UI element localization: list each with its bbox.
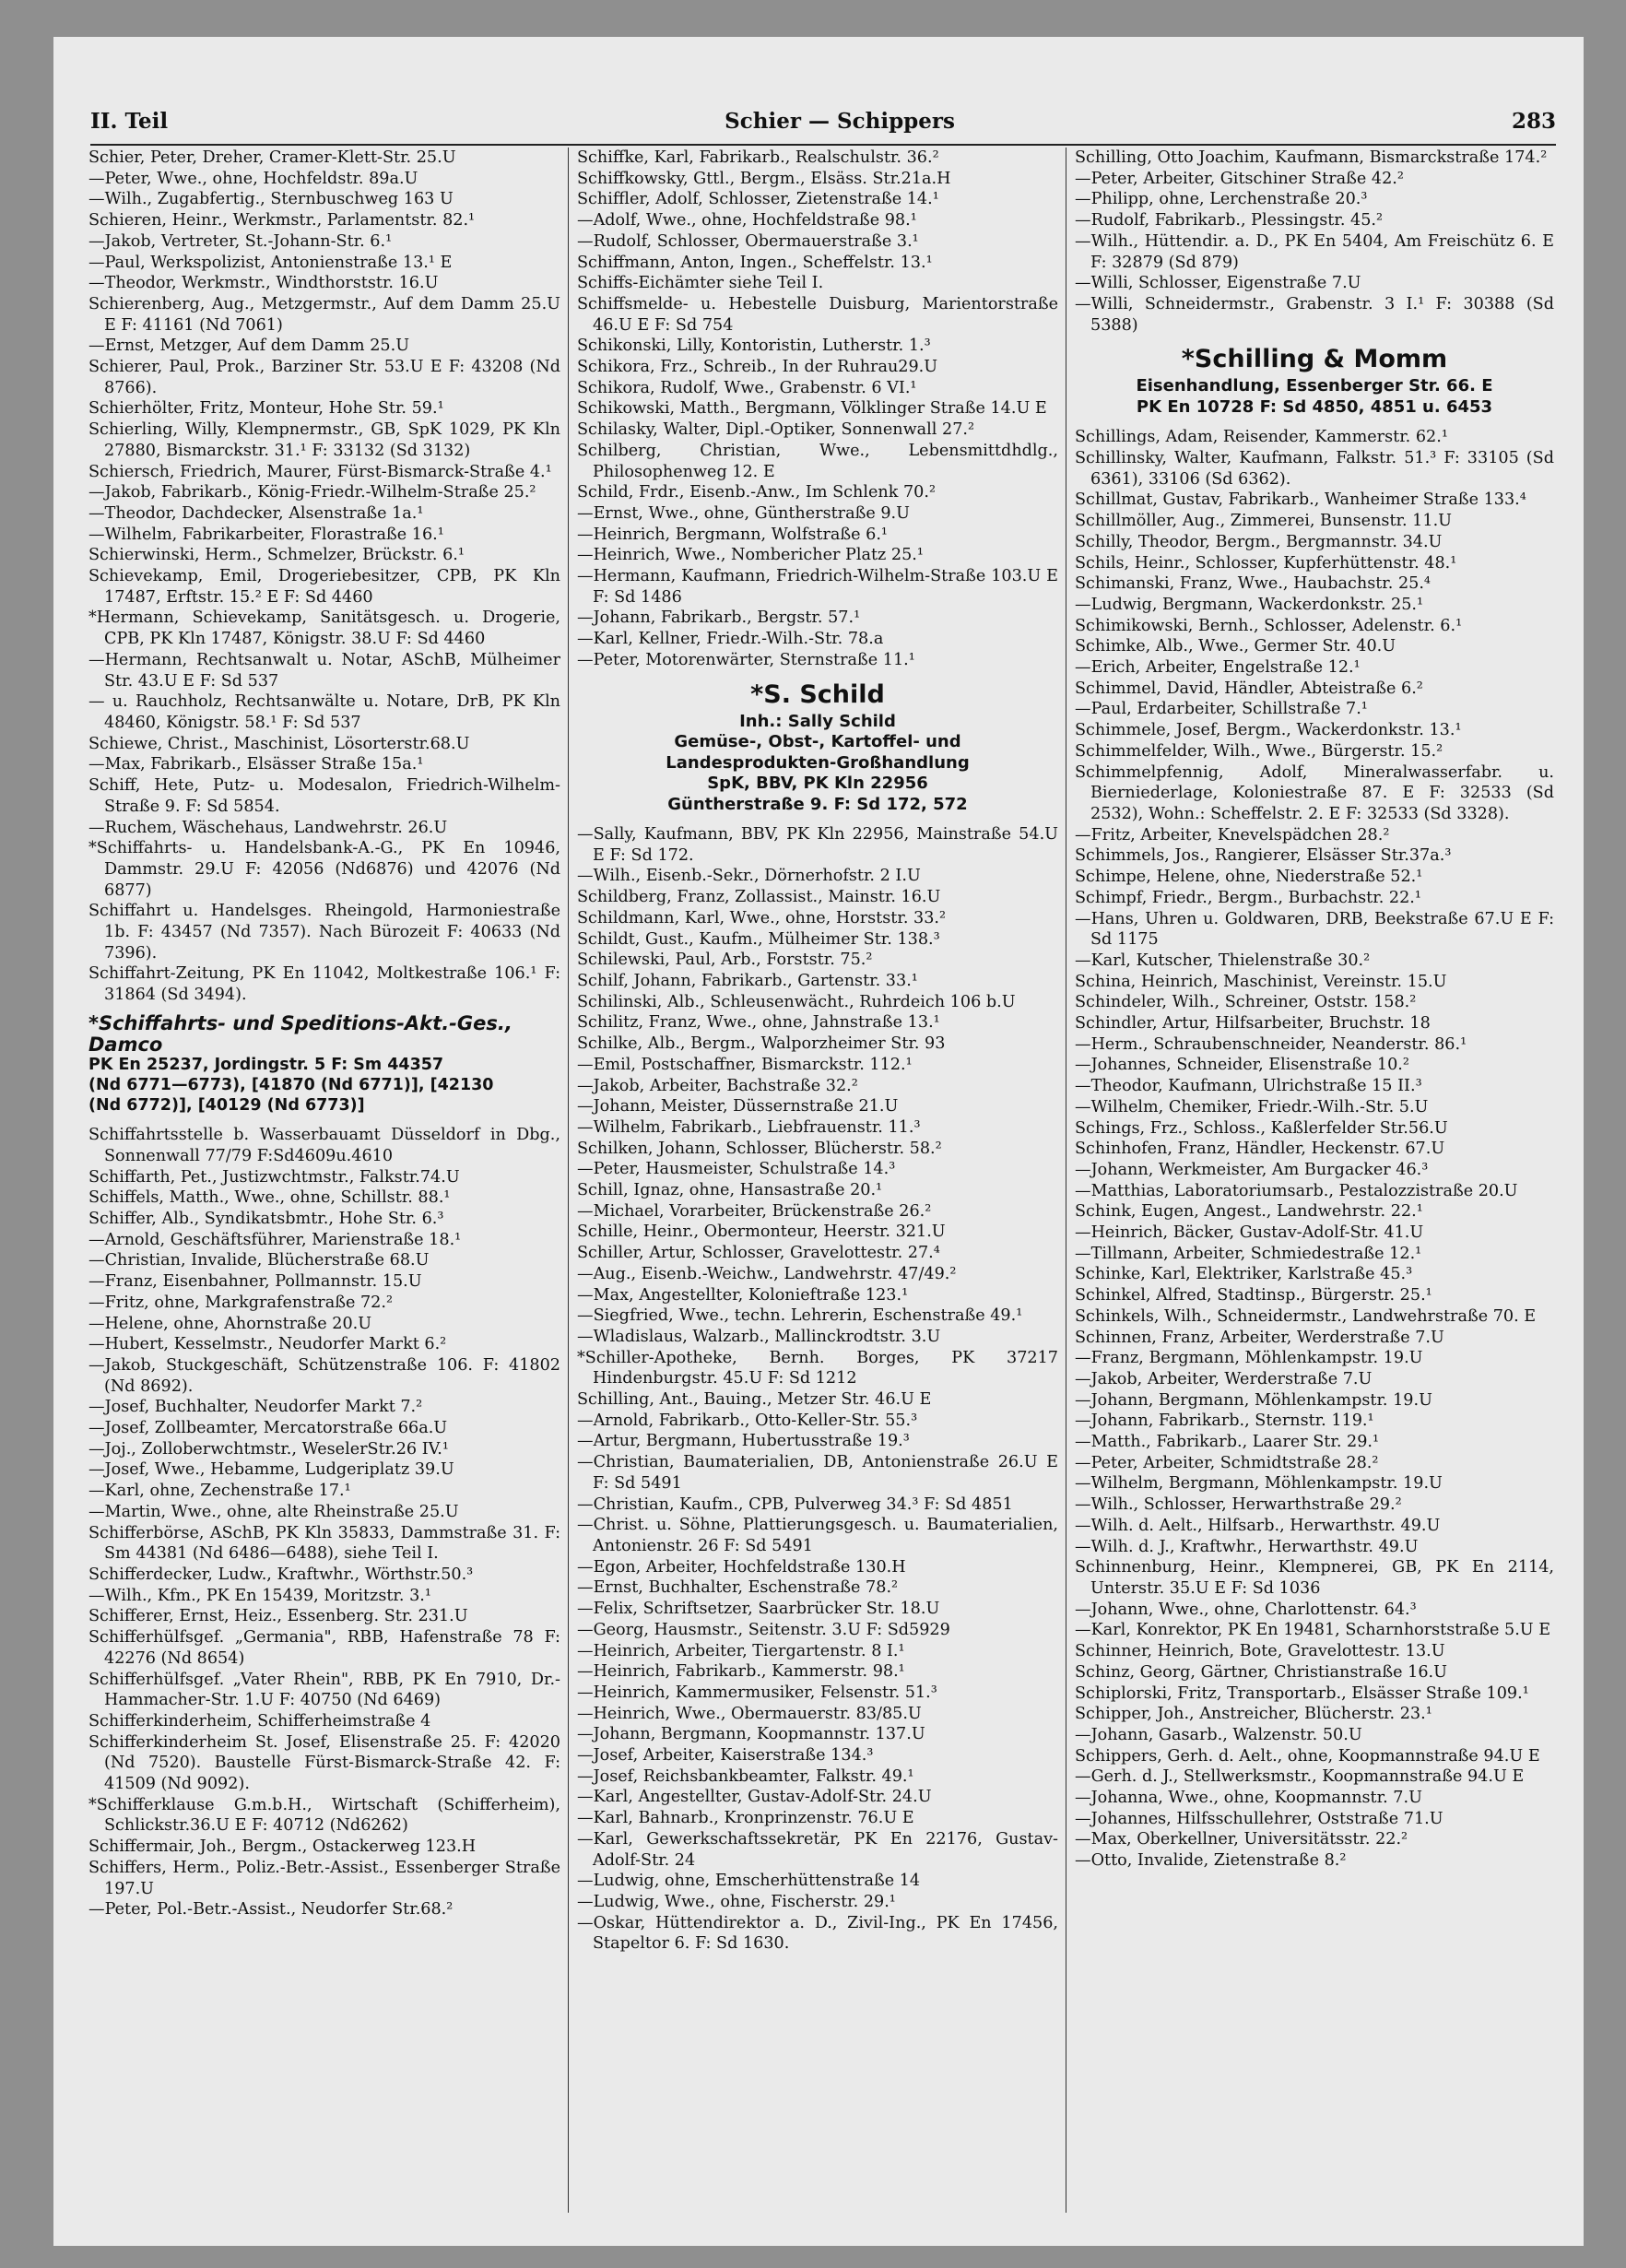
column-3	[1075, 148, 1554, 2231]
directory-entry: —Michael, Vorarbeiter, Brückenstraße 26.²	[577, 1201, 932, 1221]
directory-entry: Schifferer, Ernst, Heiz., Essenberg. Str. 231.U	[88, 1607, 468, 1626]
directory-entry: Schils, Heinr., Schlosser, Kupferhüttenstr. 48.¹	[1075, 553, 1457, 573]
directory-entry: —Helene, ohne, Ahornstraße 20.U	[88, 1314, 372, 1333]
header-rule	[90, 144, 1556, 146]
directory-entry: Schina, Heinrich, Maschinist, Vereinstr. 15.U	[1075, 972, 1447, 991]
directory-entry: —Heinrich, Wwe., Obermauerstr. 83/85.U	[577, 1704, 922, 1723]
directory-entry: —Heinrich, Fabrikarb., Kammerstr. 98.¹	[577, 1662, 905, 1682]
directory-entry: Schifferhülfsgef. „Germania", RBB, Hafenstraße 78 F: 42276 (Nd 8654)	[88, 1628, 560, 1668]
directory-entry: —Rudolf, Fabrikarb., Plessingstr. 45.²	[1075, 211, 1384, 230]
ad-damco	[88, 1013, 560, 1116]
directory-entry: —Philipp, ohne, Lerchenstraße 20.³	[1075, 190, 1368, 209]
directory-entry: Schilly, Theodor, Bergm., Bergmannstr. 34.U	[1075, 532, 1443, 551]
directory-entry: —Johann, Bergmann, Koopmannstr. 137.U	[577, 1725, 925, 1744]
directory-entry: —Matthias, Laboratoriumsarb., Pestalozzistraße 20.U	[1075, 1181, 1518, 1200]
directory-entry: Schier, Peter, Dreher, Cramer-Klett-Str. 25.U	[88, 148, 456, 167]
ad-title: *Schiffahrts- und Speditions-Akt.-Ges., Damco	[88, 1011, 513, 1056]
directory-entry: Schiffermair, Joh., Bergm., Ostackerweg 123.H	[88, 1837, 477, 1857]
directory-entry: Schilberg, Christian, Wwe., Lebensmittdhdlg., Philosophenweg 12. E	[577, 441, 1058, 481]
directory-entry: —Ludwig, Bergmann, Wackerdonkstr. 25.¹	[1075, 595, 1424, 614]
directory-entry: —Wilh., Schlosser, Herwarthstraße 29.²	[1075, 1495, 1402, 1515]
page-header	[90, 109, 1556, 134]
directory-entry: Schierwinski, Herm., Schmelzer, Brückstr. 6.¹	[88, 546, 465, 565]
directory-entry: —Jakob, Vertreter, St.-Johann-Str. 6.¹	[88, 231, 393, 251]
directory-entry: —Fritz, Arbeiter, Knevelspädchen 28.²	[1075, 825, 1390, 845]
directory-entry: Schiplorski, Fritz, Transportarb., Elsässer Straße 109.¹	[1075, 1683, 1529, 1703]
directory-entry: *Schiffahrts- u. Handelsbank-A.-G., PK En 10946, Dammstr. 29.U F: 42056 (Nd6876) und 42076 (Nd 6877)	[88, 839, 560, 900]
directory-entry: —Ludwig, Wwe., ohne, Fischerstr. 29.¹	[577, 1892, 896, 1911]
ad-line: Güntherstraße 9. F: Sd 172, 572	[667, 794, 968, 814]
directory-entry: Schiffkowsky, Gttl., Bergm., Elsäss. Str.21a.H	[577, 169, 951, 188]
directory-entry: *Hermann, Schievekamp, Sanitätsgesch. u. Drogerie, CPB, PK Kln 17487, Königstr. 38.U F: Sd 4460	[88, 608, 560, 649]
directory-entry: —Tillmann, Arbeiter, Schmiedestraße 12.¹	[1075, 1244, 1422, 1263]
directory-entry: —Paul, Werkspolizist, Antonienstraße 13.¹ E	[88, 253, 453, 272]
directory-entry: Schifferdecker, Ludw., Kraftwhr., Wörthstr.50.³	[88, 1565, 474, 1584]
directory-entry: —Otto, Invalide, Zietenstraße 8.²	[1075, 1851, 1347, 1871]
directory-entry: —Ruchem, Wäschehaus, Landwehrstr. 26.U	[88, 818, 448, 837]
directory-entry: —Matth., Fabrikarb., Laarer Str. 29.¹	[1075, 1433, 1380, 1452]
directory-entry: —Jakob, Arbeiter, Werderstraße 7.U	[1075, 1369, 1373, 1388]
directory-entry: —Arnold, Fabrikarb., Otto-Keller-Str. 55.³	[577, 1411, 918, 1430]
directory-entry: —Johann, Meister, Düssernstraße 21.U	[577, 1097, 899, 1116]
directory-entry: —Josef, Arbeiter, Kaiserstraße 134.³	[577, 1746, 874, 1766]
directory-entry: —Heinrich, Wwe., Nombericher Platz 25.¹	[577, 546, 924, 565]
directory-entry: —Theodor, Werkmstr., Windthorststr. 16.U	[88, 274, 439, 293]
directory-entry: *Schiller-Apotheke, Bernh. Borges, PK 37217 Hindenburgstr. 45.U F: Sd 1212	[577, 1348, 1058, 1388]
directory-entry: Schiller, Artur, Schlosser, Gravelottestr. 27.⁴	[577, 1244, 940, 1263]
directory-entry: Schifferhülfsgef. „Vater Rhein", RBB, PK En 7910, Dr.-Hammacher-Str. 1.U F: 40750 (Nd 6469)	[88, 1670, 560, 1710]
directory-entry: —Jakob, Stuckgeschäft, Schützenstraße 106. F: 41802 (Nd 8692).	[88, 1355, 560, 1396]
directory-entry: Schillmat, Gustav, Fabrikarb., Wanheimer Straße 133.⁴	[1075, 490, 1526, 510]
ad-line: Eisenhandlung, Essenberger Str. 66. E	[1136, 376, 1493, 396]
directory-entry: Schillmöller, Aug., Zimmerei, Bunsenstr. 11.U	[1075, 512, 1452, 531]
directory-entry: —Artur, Bergmann, Hubertusstraße 19.³	[577, 1432, 910, 1451]
directory-entry: Schifferkinderheim St. Josef, Elisenstraße 25. F: 42020 (Nd 7520). Baustelle Fürst-Bismarck-Straße 42. F: 41509 (Nd 9092).	[88, 1732, 560, 1794]
directory-entry: Schiffarth, Pet., Justizwchtmstr., Falkstr.74.U	[88, 1167, 460, 1187]
ad-line: Inh.: Sally Schild	[739, 711, 896, 731]
column-1	[88, 148, 560, 2231]
directory-entry: —Hermann, Kaufmann, Friedrich-Wilhelm-Straße 103.U E F: Sd 1486	[577, 567, 1058, 607]
directory-entry: Schinnen, Franz, Arbeiter, Werderstraße 7.U	[1075, 1328, 1444, 1347]
directory-entry: —Johann, Wwe., ohne, Charlottenstr. 64.³	[1075, 1600, 1417, 1619]
directory-entry: —Fritz, ohne, Markgrafenstraße 72.²	[88, 1293, 393, 1312]
directory-entry: —Paul, Erdarbeiter, Schillstraße 7.¹	[1075, 700, 1368, 719]
directory-entry: Schildberg, Franz, Zollassist., Mainstr. 16.U	[577, 888, 941, 907]
directory-entry: Schiffahrt-Zeitung, PK En 11042, Moltkestraße 106.¹ F: 31864 (Sd 3494).	[88, 964, 560, 1005]
directory-entry: *Schifferklause G.m.b.H., Wirtschaft (Schifferheim), Schlickstr.36.U E F: 40712 (Nd6262)	[88, 1795, 560, 1836]
ad-title: *Schilling & Momm	[1181, 345, 1448, 374]
directory-entry: —Johann, Gasarb., Walzenstr. 50.U	[1075, 1725, 1362, 1744]
ad-s-schild	[577, 679, 1058, 816]
ad-line: Landesprodukten-Großhandlung	[666, 752, 970, 773]
directory-entry: Schinner, Heinrich, Bote, Gravelottestr. 13.U	[1075, 1642, 1445, 1661]
directory-entry: Schimanski, Franz, Wwe., Haubachstr. 25.⁴	[1075, 574, 1431, 594]
directory-entry: —Emil, Postschaffner, Bismarckstr. 112.¹	[577, 1055, 913, 1074]
directory-entry: —Johann, Werkmeister, Am Burgacker 46.³	[1075, 1160, 1429, 1179]
directory-page	[53, 37, 1584, 2246]
directory-entry: —Wilhelm, Chemiker, Friedr.-Wilh.-Str. 5.U	[1075, 1097, 1429, 1116]
directory-entry: Schilling, Ant., Bauing., Metzer Str. 46.U E	[577, 1390, 932, 1410]
directory-entry: Schilf, Johann, Fabrikarb., Gartenstr. 33.¹	[577, 972, 918, 990]
directory-entry: —Ernst, Wwe., ohne, Güntherstraße 9.U	[577, 503, 910, 523]
directory-entry: —Franz, Eisenbahner, Pollmannstr. 15.U	[88, 1272, 422, 1292]
ad-line: (Nd 6771—6773), [41870 (Nd 6771)], [42130	[88, 1076, 494, 1095]
directory-entry: —Karl, Bahnarb., Kronprinzenstr. 76.U E	[577, 1809, 914, 1828]
column-2-entries-top	[577, 148, 1058, 671]
directory-entry: —Wilh., Kfm., PK En 15439, Moritzstr. 3.¹	[88, 1586, 431, 1605]
directory-entry: —Josef, Reichsbankbeamter, Falkstr. 49.¹	[577, 1766, 914, 1786]
directory-entry: Schikonski, Lilly, Kontoristin, Lutherstr. 1.³	[577, 337, 931, 356]
directory-entry: —Jakob, Fabrikarb., König-Friedr.-Wilhelm-Straße 25.²	[88, 483, 536, 502]
column-1-entries-top	[88, 148, 560, 1006]
directory-entry: Schiff, Hete, Putz- u. Modesalon, Friedrich-Wilhelm-Straße 9. F: Sd 5854.	[88, 776, 560, 816]
directory-entry: Schindler, Artur, Hilfsarbeiter, Bruchstr. 18	[1075, 1014, 1431, 1034]
directory-entry: Schimpe, Helene, ohne, Niederstraße 52.¹	[1075, 868, 1423, 887]
directory-entry: —Johannes, Hilfsschullehrer, Oststraße 71.U	[1075, 1809, 1443, 1828]
directory-entry: —Aug., Eisenb.-Weichw., Landwehrstr. 47/49.²	[577, 1264, 957, 1283]
directory-entry: —Wladislaus, Walzarb., Mallinckrodtstr. 3.U	[577, 1327, 941, 1346]
directory-entry: Schindeler, Wilh., Schreiner, Oststr. 158.²	[1075, 993, 1417, 1012]
directory-entry: Schiersch, Friedrich, Maurer, Fürst-Bismarck-Straße 4.¹	[88, 462, 552, 481]
directory-entry: —Max, Oberkellner, Universitätsstr. 22.²	[1075, 1830, 1408, 1849]
directory-entry: Schimpf, Friedr., Bergm., Burbachstr. 22.¹	[1075, 888, 1421, 907]
ad-line: SpK, BBV, PK Kln 22956	[707, 774, 928, 794]
directory-entry: Schierhölter, Fritz, Monteur, Hohe Str. 59.¹	[88, 399, 444, 419]
column-1-entries-bottom	[88, 1125, 560, 1920]
directory-entry: Schierer, Paul, Prok., Barziner Str. 53.U E F: 43208 (Nd 8766).	[88, 358, 560, 397]
directory-entry: —Peter, Wwe., ohne, Hochfeldstr. 89a.U	[88, 169, 418, 188]
directory-entry: Schillinsky, Walter, Kaufmann, Falkstr. 51.³ F: 33105 (Sd 6361), 33106 (Sd 6362).	[1075, 449, 1554, 489]
directory-entry: Schimke, Alb., Wwe., Germer Str. 40.U	[1075, 637, 1396, 656]
directory-entry: Schinkel, Alfred, Stadtinsp., Bürgerstr. 25.¹	[1075, 1286, 1432, 1305]
directory-entry: —Siegfried, Wwe., techn. Lehrerin, Eschenstraße 49.¹	[577, 1306, 1023, 1326]
directory-entry: —Oskar, Hüttendirektor a. D., Zivil-Ing., PK En 17456, Stapeltor 6. F: Sd 1630.	[577, 1913, 1058, 1954]
directory-entry: —Karl, Gewerkschaftssekretär, PK En 22176, Gustav-Adolf-Str. 24	[577, 1829, 1058, 1870]
directory-entry: —Hans, Uhren u. Goldwaren, DRB, Beekstraße 67.U E F: Sd 1175	[1075, 909, 1554, 950]
directory-entry: Schilasky, Walter, Dipl.-Optiker, Sonnenwall 27.²	[577, 420, 975, 440]
directory-entry: —Karl, Kellner, Friedr.-Wilh.-Str. 78.a	[577, 630, 884, 649]
directory-entry: Schiffer, Alb., Syndikatsbmtr., Hohe Str. 6.³	[88, 1210, 444, 1229]
directory-entry: —Heinrich, Bergmann, Wolfstraße 6.¹	[577, 525, 888, 544]
directory-entry: Schiffke, Karl, Fabrikarb., Realschulstr. 36.²	[577, 148, 939, 167]
directory-entry: —Heinrich, Bäcker, Gustav-Adolf-Str. 41.U	[1075, 1223, 1424, 1243]
directory-entry: —Jakob, Arbeiter, Bachstraße 32.²	[577, 1076, 858, 1095]
directory-entry: Schiffmann, Anton, Ingen., Scheffelstr. 13.¹	[577, 253, 933, 272]
directory-entry: —Johann, Bergmann, Möhlenkampstr. 19.U	[1075, 1390, 1432, 1410]
directory-entry: —Wilh., Hüttendir. a. D., PK En 5404, Am Freischütz 6. E F: 32879 (Sd 879)	[1075, 231, 1554, 272]
directory-entry: —Rudolf, Schlosser, Obermauerstraße 3.¹	[577, 231, 919, 251]
header-section: II. Teil	[90, 109, 169, 134]
directory-entry: —Peter, Arbeiter, Gitschiner Straße 42.²	[1075, 169, 1404, 188]
directory-entry: Schimikowski, Bernh., Schlosser, Adelenstr. 6.¹	[1075, 616, 1463, 635]
directory-entry: —Joj., Zolloberwchtmstr., WeselerStr.26 IV.¹	[88, 1439, 449, 1459]
directory-entry: Schillings, Adam, Reisender, Kammerstr. 62.¹	[1075, 428, 1448, 447]
directory-entry: —Peter, Arbeiter, Schmidtstraße 28.²	[1075, 1453, 1379, 1472]
ad-title: *S. Schild	[750, 679, 885, 709]
directory-entry: —Ernst, Buchhalter, Eschenstraße 78.²	[577, 1578, 899, 1598]
directory-entry: —Egon, Arbeiter, Hochfeldstraße 130.H	[577, 1557, 906, 1577]
directory-entry: —Martin, Wwe., ohne, alte Rheinstraße 25.U	[88, 1502, 459, 1521]
directory-entry: Schippers, Gerh. d. Aelt., ohne, Koopmannstraße 94.U E	[1075, 1746, 1540, 1766]
directory-entry: —Peter, Hausmeister, Schulstraße 14.³	[577, 1160, 896, 1179]
column-3-entries-bottom	[1075, 427, 1554, 1872]
directory-entry: Schildt, Gust., Kaufm., Mülheimer Str. 138.³	[577, 929, 940, 949]
directory-entry: —Wilh. d. Aelt., Hilfsarb., Herwarthstr. 49.U	[1075, 1516, 1441, 1535]
directory-entry: Schink, Eugen, Angest., Landwehrstr. 22.¹	[1075, 1202, 1423, 1222]
ad-line: PK En 25237, Jordingstr. 5 F: Sm 44357	[88, 1056, 444, 1075]
directory-entry: —Ernst, Metzger, Auf dem Damm 25.U	[88, 337, 410, 356]
directory-entry: —Theodor, Dachdecker, Alsenstraße 1a.¹	[88, 503, 424, 523]
directory-entry: —Arnold, Geschäftsführer, Marienstraße 18.¹	[88, 1230, 462, 1249]
directory-entry: —Josef, Zollbeamter, Mercatorstraße 66a.U	[88, 1419, 448, 1438]
directory-entry: Schilitz, Franz, Wwe., ohne, Jahnstraße 13.¹	[577, 1013, 940, 1033]
directory-entry: —Erich, Arbeiter, Engelstraße 12.¹	[1075, 658, 1361, 678]
directory-entry: Schill, Ignaz, ohne, Hansastraße 20.¹	[577, 1181, 883, 1200]
column-2-entries-bottom	[577, 824, 1058, 1955]
directory-entry: —Christian, Kaufm., CPB, Pulverweg 34.³ F: Sd 4851	[577, 1494, 1013, 1514]
directory-entry: —Franz, Bergmann, Möhlenkampstr. 19.U	[1075, 1349, 1423, 1368]
directory-entry: Schiffers, Herm., Poliz.-Betr.-Assist., Essenberger Straße 197.U	[88, 1858, 560, 1898]
column-3-entries-top	[1075, 148, 1554, 336]
directory-entry: —Heinrich, Arbeiter, Tiergartenstr. 8 I.¹	[577, 1641, 905, 1660]
directory-entry: Schild, Frdr., Eisenb.-Anw., Im Schlenk 70.²	[577, 483, 937, 502]
directory-entry: Schiffahrtsstelle b. Wasserbauamt Düsseldorf in Dbg., Sonnenwall 77/79 F:Sd4609u.4610	[88, 1126, 560, 1165]
directory-entry: —Karl, ohne, Zechenstraße 17.¹	[88, 1482, 351, 1501]
directory-entry: Schinkels, Wilh., Schneidermstr., Landwehrstraße 70. E	[1075, 1306, 1537, 1326]
directory-entry: Schimmelpfennig, Adolf, Mineralwasserfabr. u. Bierniederlage, Koloniestraße 87. E F: 32533 (Sd 2532), Wohn.: Scheffelstr. 2. E F: 32533 (Sd 3328).	[1075, 762, 1554, 823]
directory-entry: Schikora, Frz., Schreib., In der Ruhrau29.U	[577, 358, 938, 377]
directory-entry: —Wilh. d. J., Kraftwhr., Herwarthstr. 49.U	[1075, 1537, 1419, 1556]
directory-entry: —Josef, Wwe., Hebamme, Ludgeriplatz 39.U	[88, 1460, 454, 1480]
directory-entry: —Willi, Schneidermstr., Grabenstr. 3 I.¹ F: 30388 (Sd 5388)	[1075, 294, 1554, 335]
directory-entry: —Wilhelm, Bergmann, Möhlenkampstr. 19.U	[1075, 1474, 1443, 1494]
directory-entry: —Karl, Konrektor, PK En 19481, Scharnhorststraße 5.U E	[1075, 1621, 1551, 1640]
directory-entry: Schipper, Joh., Anstreicher, Blücherstr. 23.¹	[1075, 1705, 1432, 1724]
directory-entry: Schiffler, Adolf, Schlosser, Zietenstraße 14.¹	[577, 190, 939, 209]
ad-line: (Nd 6772)], [40129 (Nd 6773)]	[88, 1096, 365, 1116]
directory-entry: —Johannes, Schneider, Elisenstraße 10.²	[1075, 1056, 1409, 1075]
ad-line: PK En 10728 F: Sd 4850, 4851 u. 6453	[1136, 396, 1493, 417]
directory-entry: Schinke, Karl, Elektriker, Karlstraße 45.³	[1075, 1265, 1413, 1284]
directory-entry: —Heinrich, Kammermusiker, Felsenstr. 51.³	[577, 1683, 937, 1702]
column-divider	[568, 148, 569, 2213]
directory-entry: Schieren, Heinr., Werkmstr., Parlamentstr. 82.¹	[88, 211, 476, 230]
directory-entry: —Wilhelm, Fabrikarbeiter, Florastraße 16.¹	[88, 525, 444, 544]
directory-entry: —Christian, Baumaterialien, DB, Antonienstraße 26.U E F: Sd 5491	[577, 1453, 1058, 1493]
directory-entry: Schimmele, Josef, Bergm., Wackerdonkstr. 13.¹	[1075, 721, 1462, 740]
directory-entry: —Josef, Buchhalter, Neudorfer Markt 7.²	[88, 1398, 423, 1417]
directory-entry: —Gerh. d. J., Stellwerksmstr., Koopmannstraße 94.U E	[1075, 1767, 1525, 1787]
directory-entry: — u. Rauchholz, Rechtsanwälte u. Notare, DrB, PK Kln 48460, Königstr. 58.¹ F: Sd 537	[88, 692, 560, 732]
directory-entry: —Peter, Motorenwärter, Sternstraße 11.¹	[577, 650, 915, 669]
directory-entry: Schinnenburg, Heinr., Klempnerei, GB, PK En 2114, Unterstr. 35.U E F: Sd 1036	[1075, 1558, 1554, 1598]
directory-entry: Schiffels, Matth., Wwe., ohne, Schillstr. 88.¹	[88, 1188, 451, 1208]
directory-entry: —Willi, Schlosser, Eigenstraße 7.U	[1075, 274, 1361, 293]
directory-entry: Schierenberg, Aug., Metzgermstr., Auf dem Damm 25.U E F: 41161 (Nd 7061)	[88, 294, 560, 335]
directory-entry: Schinhofen, Franz, Händler, Heckenstr. 67.U	[1075, 1140, 1445, 1159]
directory-entry: Schiewe, Christ., Maschinist, Lösorterstr.68.U	[88, 734, 470, 753]
directory-entry: —Johann, Fabrikarb., Bergstr. 57.¹	[577, 608, 861, 628]
directory-entry: Schings, Frz., Schloss., Kaßlerfelder Str.56.U	[1075, 1118, 1448, 1138]
directory-entry: Schilke, Alb., Bergm., Walporzheimer Str. 93	[577, 1034, 946, 1054]
directory-entry: Schiffahrt u. Handelsges. Rheingold, Harmoniestraße 1b. F: 43457 (Nd 7357). Nach Bürozeit F: 40633 (Nd 7396).	[88, 902, 560, 963]
directory-entry: Schiffs-Eichämter siehe Teil I.	[577, 274, 824, 293]
directory-entry: Schilling, Otto Joachim, Kaufmann, Bismarckstraße 174.²	[1075, 148, 1548, 167]
ad-schilling-momm	[1075, 343, 1554, 418]
directory-entry: —Hubert, Kesselmstr., Neudorfer Markt 6.²	[88, 1335, 447, 1354]
directory-entry: Schimmels, Jos., Rangierer, Elsässer Str.37a.³	[1075, 846, 1452, 866]
header-page-number: 283	[1511, 109, 1556, 134]
directory-entry: —Karl, Angestellter, Gustav-Adolf-Str. 24.U	[577, 1788, 932, 1807]
directory-entry: —Hermann, Rechtsanwalt u. Notar, ASchB, Mülheimer Str. 43.U E F: Sd 537	[88, 650, 560, 691]
directory-entry: —Georg, Hausmstr., Seitenstr. 3.U F: Sd5929	[577, 1620, 950, 1639]
column-2	[577, 148, 1058, 2231]
directory-entry: Schille, Heinr., Obermonteur, Heerstr. 321.U	[577, 1223, 946, 1242]
directory-entry: Schimmel, David, Händler, Abteistraße 6.²	[1075, 679, 1423, 698]
directory-entry: Schikora, Rudolf, Wwe., Grabenstr. 6 VI.¹	[577, 378, 917, 397]
directory-entry: —Ludwig, ohne, Emscherhüttenstraße 14	[577, 1872, 921, 1891]
directory-entry: —Johanna, Wwe., ohne, Koopmannstr. 7.U	[1075, 1789, 1422, 1808]
directory-entry: Schilewski, Paul, Arb., Forststr. 75.²	[577, 951, 873, 970]
directory-entry: —Wilh., Eisenb.-Sekr., Dörnerhofstr. 2 I.U	[577, 867, 921, 886]
directory-entry: Schilken, Johann, Schlosser, Blücherstr. 58.²	[577, 1139, 942, 1158]
directory-entry: Schifferbörse, ASchB, PK Kln 35833, Dammstraße 31. F: Sm 44381 (Nd 6486—6488), siehe Teil I.	[88, 1523, 560, 1564]
directory-entry: Schiffsmelde- u. Hebestelle Duisburg, Marientorstraße 46.U E F: Sd 754	[577, 294, 1058, 335]
ad-line: Gemüse-, Obst-, Kartoffel- und	[674, 732, 961, 752]
directory-entry: Schierling, Willy, Klempnermstr., GB, SpK 1029, PK Kln 27880, Bismarckstr. 31.¹ F: 33132 (Sd 3132)	[88, 420, 560, 460]
directory-entry: —Karl, Kutscher, Thielenstraße 30.²	[1075, 951, 1371, 970]
directory-entry: —Wilhelm, Fabrikarb., Liebfrauenstr. 11.³	[577, 1117, 921, 1137]
directory-entry: Schilinski, Alb., Schleusenwächt., Ruhrdeich 106 b.U	[577, 992, 1016, 1011]
directory-entry: —Adolf, Wwe., ohne, Hochfeldstraße 98.¹	[577, 211, 917, 230]
directory-entry: —Christian, Invalide, Blücherstraße 68.U	[88, 1251, 430, 1270]
directory-entry: —Max, Fabrikarb., Elsässer Straße 15a.¹	[88, 755, 424, 774]
directory-entry: —Johann, Fabrikarb., Sternstr. 119.¹	[1075, 1412, 1374, 1431]
directory-entry: —Felix, Schriftsetzer, Saarbrücker Str. 18.U	[577, 1600, 940, 1619]
directory-entry: —Peter, Pol.-Betr.-Assist., Neudorfer Str.68.²	[88, 1900, 454, 1920]
directory-entry: —Wilh., Zugabfertig., Sternbuschweg 163 U	[88, 190, 454, 209]
directory-entry: —Herm., Schraubenschneider, Neanderstr. 86.¹	[1075, 1034, 1467, 1054]
header-range: Schier — Schippers	[725, 109, 955, 134]
directory-entry: Schimmelfelder, Wilh., Wwe., Bürgerstr. 15.²	[1075, 741, 1443, 761]
directory-entry: Schinz, Georg, Gärtner, Christianstraße 16.U	[1075, 1662, 1447, 1682]
directory-entry: Schikowski, Matth., Bergmann, Völklinger Straße 14.U E	[577, 399, 1047, 419]
directory-entry: Schildmann, Karl, Wwe., ohne, Horststr. 33.²	[577, 908, 947, 927]
directory-entry: —Sally, Kaufmann, BBV, PK Kln 22956, Mainstraße 54.U E F: Sd 172.	[577, 825, 1058, 865]
directory-entry: —Theodor, Kaufmann, Ulrichstraße 15 II.³	[1075, 1077, 1422, 1096]
directory-entry: Schievekamp, Emil, Drogeriebesitzer, CPB, PK Kln 17487, Erftstr. 15.² E F: Sd 4460	[88, 567, 560, 607]
directory-entry: —Christ. u. Söhne, Plattierungsgesch. u. Baumaterialien, Antonienstr. 26 F: Sd 5491	[577, 1516, 1058, 1555]
directory-entry: —Max, Angestellter, Kolonieftraße 123.¹	[577, 1285, 909, 1305]
directory-entry: Schifferkinderheim, Schifferheimstraße 4	[88, 1711, 431, 1731]
